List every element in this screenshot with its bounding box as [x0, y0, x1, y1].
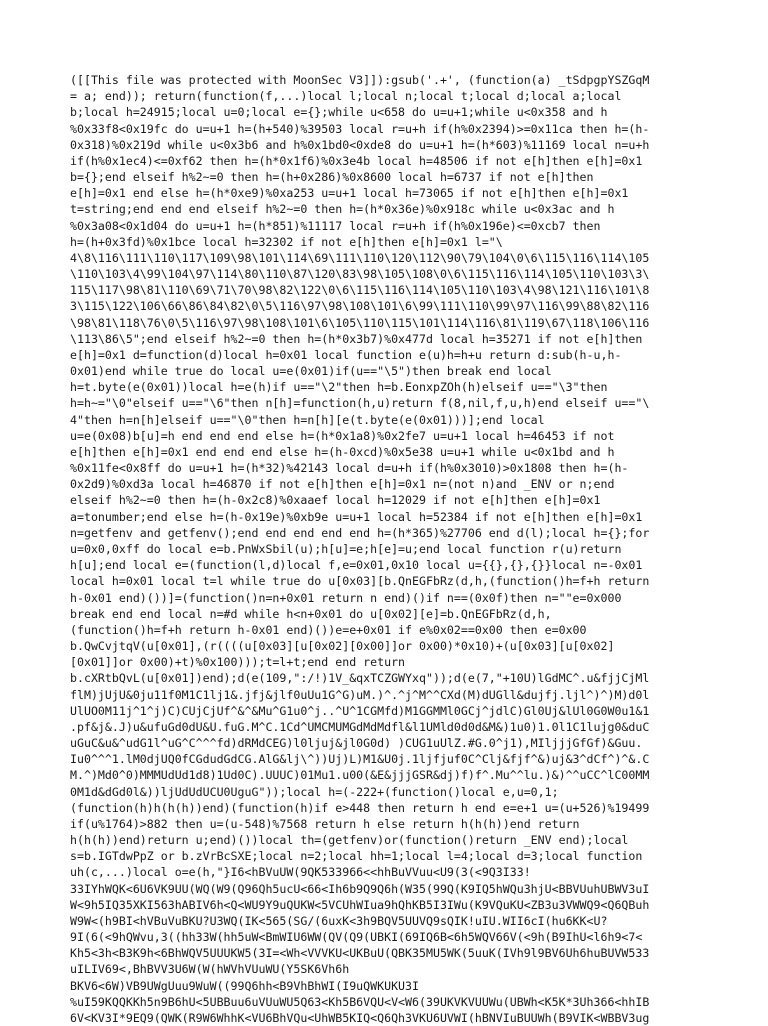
code-line: %0x11fe<0x8ff do u=u+1 h=(h*32)%42143 local d=u+h if(h%0x3010)>0x1808 then h=(h- [70, 461, 629, 476]
code-line: b.cXRtbQvL(u[0x01])end);d(e(109,":/!)1V_&qxTCZGWYxq"));d(e(7,"+10U)lGdMC^.u&fjjCjMl [70, 671, 650, 686]
code-line: 4\8\116\111\110\117\109\98\101\114\69\111\110\120\112\90\79\104\0\6\115\116\114\105 [70, 250, 650, 265]
code-line: \98\81\118\76\0\5\116\97\98\108\101\6\105\110\115\101\114\116\81\119\67\118\106\116 [70, 315, 650, 330]
code-line: b.QwCvjtqV(u[0x01],(r((((u[0x03][u[0x02][0x00]]or 0x00)*0x10)+(u[0x03][u[0x02] [70, 639, 615, 654]
code-line: \110\103\4\99\104\97\114\80\110\87\120\83\98\105\108\0\6\115\116\114\105\110\103\3\ [70, 267, 650, 282]
code-line: 4"then h=n[h]elseif u=="\0"then h=n[h][e(t.byte(e(0x01)))];end local [70, 412, 545, 427]
code-line: b;local h=24915;local u=0;local e={};while u<658 do u=u+1;while u<0x358 and h [70, 105, 608, 120]
code-line: if(h%0x1ec4)<=0xf62 then h=(h*0x1f6)%0x3e4b local h=48506 if not e[h]then e[h]=0x1 [70, 153, 643, 168]
code-line: M.^)Md0^0)MMMUdUd1d8)1Ud0C).UUUC)01Mu1.u00(&E&jjjGSR&dj)f)f^.Mu^^lu.)&)^^uCC^lC00MM [70, 768, 650, 783]
code-line: uILIV69<,BhBVV3U6W(W(hWVhVUuWU(Y5SK6Vh6h [70, 962, 350, 977]
code-line: 0M1d&dGd0l&))ljUdUdUCU0UguG"));local h=(-222+(function()local e,u=0,1; [70, 784, 559, 799]
code-line: Iu0^^^1.lM0djUQ0fCGdudGdCG.AlG&lj\^))Uj)L)M1&U0j.1ljfjuf0C^Clj&fjf^&)uj&3^dCf^)^&.C [70, 752, 650, 767]
code-line: h=h~="\0"elseif u=="\6"then n[h]=function(h,u)return f(8,nil,f,u,h)end elseif u=="\ [70, 396, 650, 411]
obfuscated-code-document [70, 72, 710, 1026]
code-line: BKV6<6W)VB9UWgUuu9WuW((99Q6hh<B9VhBhWI(I9uQWKUKU3I [70, 978, 420, 993]
code-line: elseif h%2~=0 then h=(h-0x2c8)%0xaaef local h=12029 if not e[h]then e[h]=0x1 [70, 493, 601, 508]
code-line: \113\86\5";end elseif h%2~=0 then h=(h*0x3b7)%0x477d local h=35271 if not e[h]then [70, 331, 643, 346]
code-line: 3\115\122\106\66\86\84\82\0\5\116\97\98\108\101\6\99\111\110\99\97\116\99\88\82\116 [70, 299, 650, 314]
code-line: .pf&j&.J)u&ufuGd0dU&U.fuG.M^C.1Cd^UMCMUMGdMdMdfl&l1UMld0d0d&M&)1u0)1.0l1C1lujg0&duC [70, 719, 650, 734]
code-line: %0x33f8<0x19fc do u=u+1 h=(h+540)%39503 local r=u+h if(h%0x2394)>=0x11ca then h=(h- [70, 121, 650, 136]
code-line: if(u%1764)>882 then u=(u-548)%7568 return h else return h(h(h))end return [70, 816, 580, 831]
code-line: e[h]=0x1 end else h=(h*0xe9)%0xa253 u=u+1 local h=73065 if not e[h]then e[h]=0x1 [70, 186, 629, 201]
code-line: u=0x0,0xff do local e=b.PnWxSbil(u);h[u]=e;h[e]=u;end local function r(u)return [70, 541, 622, 556]
code-line: W<9h5IQ35XKI563hABIV6h<Q<WU9Y9uQUKW<5VCUhWIua9hQhKB5I3IWu(K9VQuKU<ZB3u3VWWQ9<Q6QBuh [70, 897, 650, 912]
code-line: u=e(0x08)b[u]=h end end end else h=(h*0x1a8)%0x2fe7 u=u+1 local h=46453 if not [70, 428, 615, 443]
code-line: ([[This file was protected with MoonSec V3]]):gsub('.+', (function(a) _tSdpgpYSZGqM [70, 73, 650, 87]
code-line: 6V<KV3I*9EQ9(QWK(R9W6WhhK<VU6BhVQu<UhWB5KIQ<Q6Qh3VKU6UVWI(hBNVIuBUUWh(B9VIK<WBBV3ug [70, 1010, 650, 1025]
code-line: n=getfenv and getfenv();end end end end end h=(h*365)%27706 end d(l);local h={};for [70, 525, 650, 540]
code-line: uGuC&u&^udG1l^uG^C^^^fd)dRMdCEG)l0ljuj&jl0G0d) )CUG1uUlZ.#G.0^j1),MIljjjGfGf)&Guu. [70, 736, 643, 751]
code-line: W9W<(h9BI<hVBuVuBKU?U3WQ(IK<565(SG/(6uxK<3h9BQV5UUVQ9sQIK!uIU.WII6cI(hu6KK<U? [70, 913, 608, 928]
code-line: 115\117\98\81\110\69\71\70\98\82\122\0\6\115\116\114\105\110\103\4\98\121\116\101\8 [70, 283, 650, 298]
code-line: t=string;end end end elseif h%2~=0 then h=(h*0x36e)%0x918c while u<0x3ac and h [70, 202, 615, 217]
code-line: break end end local n=#d while h<n+0x01 do u[0x02][e]=b.QnEGFbRz(d,h, [70, 606, 552, 621]
code-line: h[u];end local e=(function(l,d)local f,e=0x01,0x10 local u={{},{},{}}local n=-0x01 [70, 558, 643, 573]
code-line: 33IYhWQK<6U6VK9UU(WQ(W9(Q96Qh5ucU<66<Ih6b9Q9Q6h(W35(99Q(K9IQ5hWQu3hjU<BBVUuhUBWV3uI [70, 881, 650, 896]
code-line: UlUO0M11j^1^j)C)CUjCjUf^&^&Mu^G1u0^j..^U^1CGMfd)M1GGMMl0GCj^jdlC)Gl0Uj&lUl0G0W0u1&1 [70, 703, 650, 718]
code-line: s=b.IGTdwPpZ or b.zVrBcSXE;local n=2;local hh=1;local l=4;local d=3;local function [70, 849, 643, 864]
code-line: e[h]=0x1 d=function(d)local h=0x01 local function e(u)h=h+u return d:sub(h-u,h- [70, 347, 622, 362]
code-line: Kh5<3h<B3K9h<6BhWQV5UUUKW5(3I=<Wh<VVVKU<UKBuU(QBK35MU5WK(5uuK(IVh9l9BV6Uh6huBUVW533 [70, 946, 650, 961]
code-line: [0x01]]or 0x00)+t)%0x100)));t=l+t;end end return [70, 655, 406, 670]
code-line: h(h(h))end)return u;end)())local th=(getfenv)or(function()return _ENV end);local [70, 833, 629, 848]
code-line: h=(h+0x3fd)%0x1bce local h=32302 if not e[h]then e[h]=0x1 l="\ [70, 234, 503, 249]
code-line: e[h]then e[h]=0x1 end end end else h=(h-0xcd)%0x5e38 u=u+1 while u<0x1bd and h [70, 444, 615, 459]
code-line: (function(h)h(h(h))end)(function(h)if e>448 then return h end e=e+1 u=(u+526)%19499 [70, 800, 650, 815]
code-line: h=t.byte(e(0x01))local h=e(h)if u=="\2"then h=b.EonxpZOh(h)elseif u=="\3"then [70, 380, 608, 395]
code-line: %uI59KQQKKh5n9B6hU<5UBBuu6uVUuWU5Q63<Kh5B6VQU<V<W6(39UKVKVUUWu(UBWh<K5K*3Uh366<hhIB [70, 994, 650, 1009]
code-line: local h=0x01 local t=l while true do u[0x03][b.QnEGFbRz(d,h,(function()h=f+h return [70, 574, 650, 589]
code-line: 0x01)end while true do local u=e(0x01)if(u=="\5")then break end local [70, 364, 552, 379]
code-line: b={};end elseif h%2~=0 then h=(h+0x286)%0x8600 local h=6737 if not e[h]then [70, 170, 594, 185]
code-line: (function()h=f+h return h-0x01 end)())e=e+0x01 if e%0x02==0x00 then e=0x00 [70, 622, 587, 637]
code-line: = a; end)); return(function(f,...)local l;local n;local t;local d;local a;local [70, 89, 622, 104]
code-line: a=tonumber;end else h=(h-0x19e)%0xb9e u=u+1 local h=52384 if not e[h]then e[h]=0x1 [70, 509, 643, 524]
code-line: %0x3a08<0x1d04 do u=u+1 h=(h*851)%11117 local r=u+h if(h%0x196e)<=0xcb7 then [70, 218, 601, 233]
code-line: 9I(6(<9hQWvu,3((hh33W(hh5uW<BmWIU6WW(QV(Q9(UBKI(69IQ6B<6h5WQV66V(<9h(B9IhU<l6h9<7< [70, 930, 643, 945]
code-line: 0x318)%0x219d while u<0x3b6 and h%0x1bd0<0xde8 do u=u+1 h=(h*603)%11169 local n=u+h [70, 137, 650, 152]
code-line: uh(c,...)local o=e(h,"}I6<hBVuUW(9QK533966<<hhBuVVuu<U9(3(<9Q3I33! [70, 865, 531, 880]
code-line: flM)jUjU&0ju11f0M1C1lj1&.jfj&jlf0uUu1G^G)uM.)^.^j^M^^CXd(M)dUGll&dujfj.ljl^)^)M)d0l [70, 687, 650, 702]
code-line: 0x2d9)%0xd3a local h=46870 if not e[h]then e[h]=0x1 n=(not n)and _ENV or n;end [70, 477, 615, 492]
code-line: h-0x01 end)())]=(function()n=n+0x01 return n end)()if n==(0x0f)then n=""e=0x000 [70, 590, 622, 605]
